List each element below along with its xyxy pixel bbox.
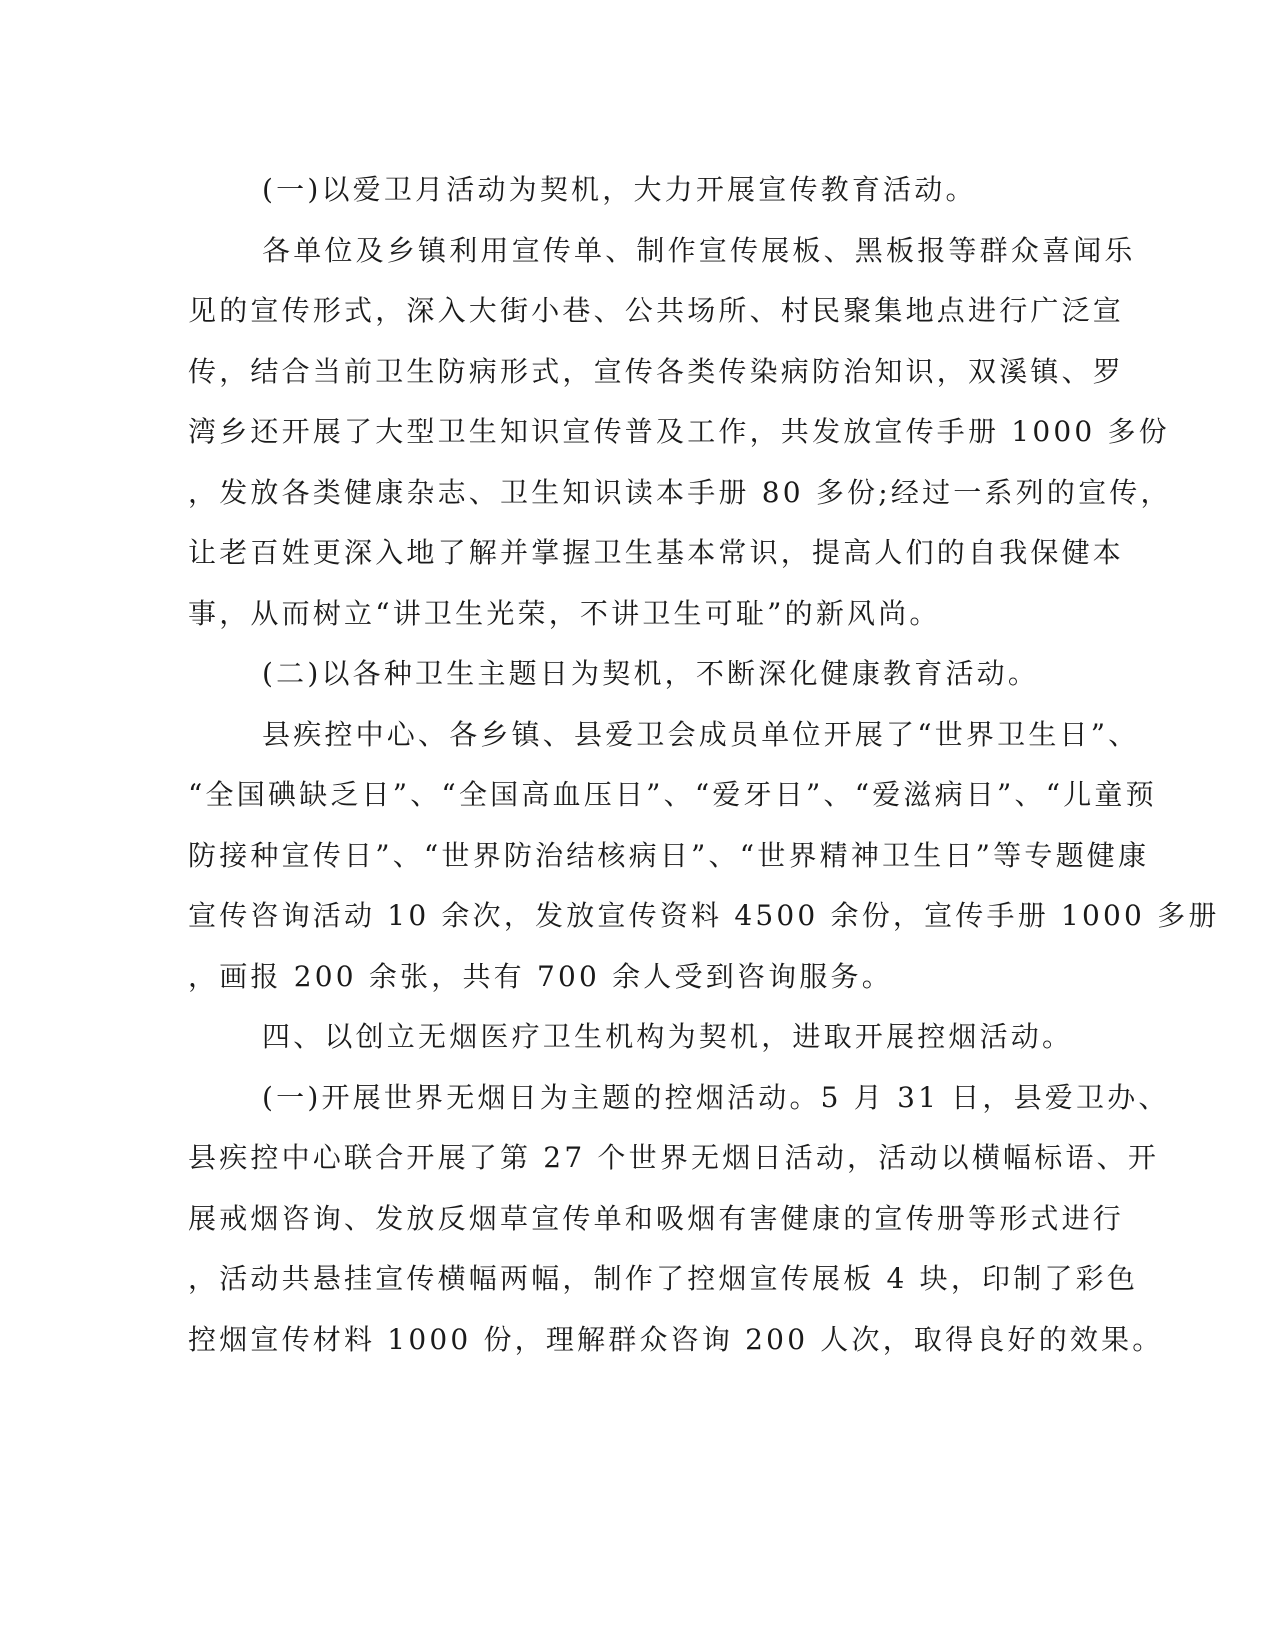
paragraph-line: ，画报 200 余张，共有 700 余人受到咨询服务。 bbox=[188, 959, 893, 993]
section-heading: (二)以各种卫生主题日为契机，不断深化健康教育活动。 bbox=[262, 657, 1040, 690]
section-heading: (一)以爱卫月活动为契机，大力开展宣传教育活动。 bbox=[262, 173, 977, 206]
paragraph-line: 宣传咨询活动 10 余次，发放宣传资料 4500 余份，宣传手册 1000 多册 bbox=[188, 899, 1220, 932]
paragraph-line: 县疾控中心、各乡镇、县爱卫会成员单位开展了“世界卫生日”、 bbox=[262, 717, 1140, 751]
paragraph-line: 事，从而树立“讲卫生光荣，不讲卫生可耻”的新风尚。 bbox=[188, 596, 941, 630]
paragraph-line: 传，结合当前卫生防病形式，宣传各类传染病防治知识，双溪镇、罗 bbox=[188, 354, 1125, 388]
paragraph-line: 各单位及乡镇利用宣传单、制作宣传展板、黑板报等群众喜闻乐 bbox=[262, 233, 1136, 267]
paragraph-line: 防接种宣传日”、“世界防治结核病日”、“世界精神卫生日”等专题健康 bbox=[188, 838, 1150, 872]
paragraph-line: ，活动共悬挂宣传横幅两幅，制作了控烟宣传展板 4 块，印制了彩色 bbox=[188, 1262, 1139, 1295]
paragraph-line: 让老百姓更深入地了解并掌握卫生基本常识，提高人们的自我保健本 bbox=[188, 536, 1125, 569]
paragraph-line: 见的宣传形式，深入大街小巷、公共场所、村民聚集地点进行广泛宣 bbox=[188, 294, 1125, 327]
document-body bbox=[188, 160, 1220, 1370]
paragraph-line: “全国碘缺乏日”、“全国高血压日”、“爱牙日”、“爱滋病日”、“儿童预 bbox=[188, 778, 1157, 811]
paragraph-line: ，发放各类健康杂志、卫生知识读本手册 80 多份;经过一系列的宣传， bbox=[188, 475, 1172, 509]
paragraph-line: 湾乡还开展了大型卫生知识宣传普及工作，共发放宣传手册 1000 多份 bbox=[188, 415, 1170, 448]
paragraph-line: (一)开展世界无烟日为主题的控烟活动。5 月 31 日，县爱卫办、 bbox=[262, 1080, 1170, 1114]
section-heading: 四、以创立无烟医疗卫生机构为契机，进取开展控烟活动。 bbox=[262, 1020, 1074, 1053]
paragraph-line: 展戒烟咨询、发放反烟草宣传单和吸烟有害健康的宣传册等形式进行 bbox=[188, 1201, 1125, 1235]
paragraph-line: 控烟宣传材料 1000 份，理解群众咨询 200 人次，取得良好的效果。 bbox=[188, 1322, 1164, 1356]
paragraph-line: 县疾控中心联合开展了第 27 个世界无烟日活动，活动以横幅标语、开 bbox=[188, 1141, 1160, 1174]
